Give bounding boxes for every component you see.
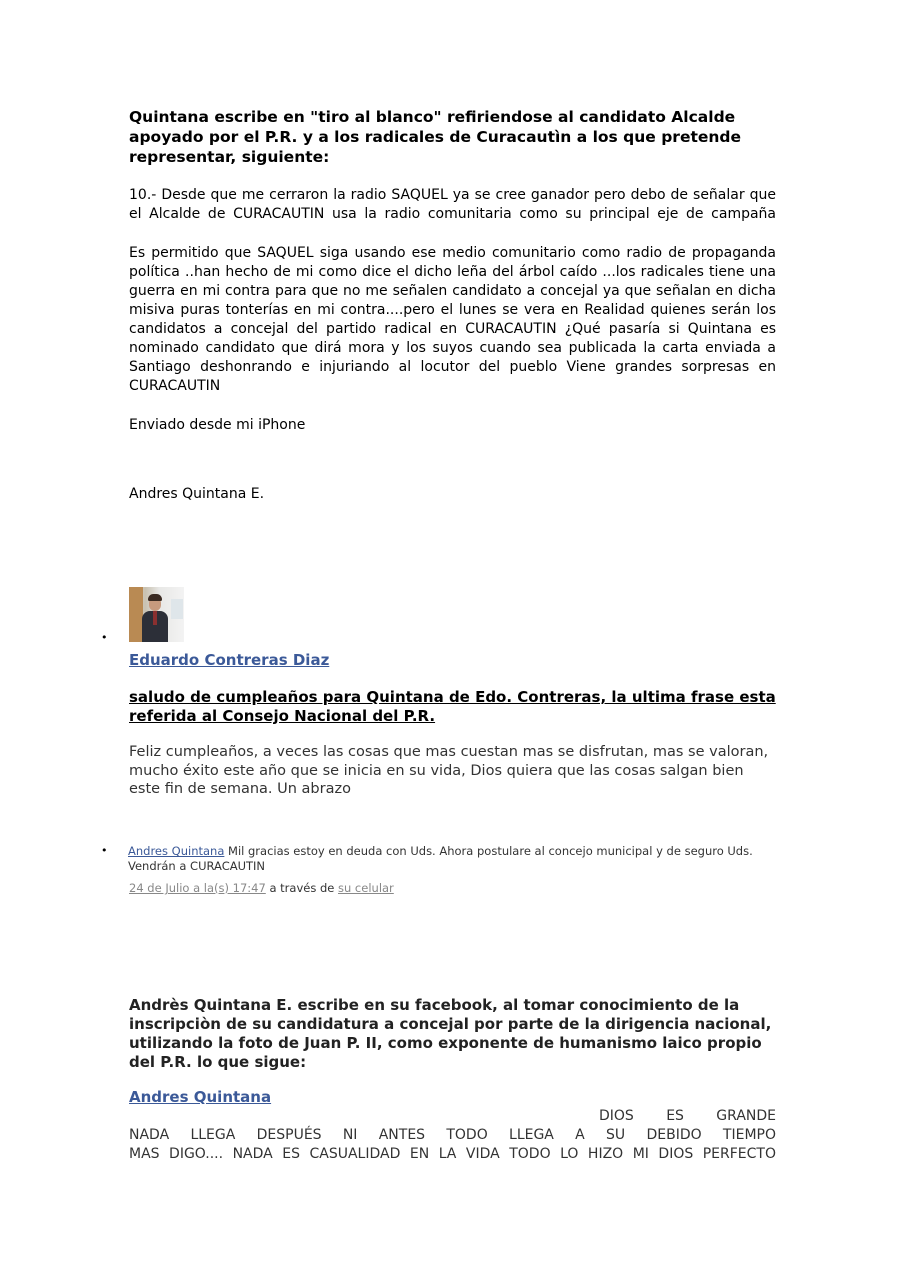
avatar[interactable] <box>129 587 184 642</box>
post-body: Feliz cumpleaños, a veces las cosas que mas cuestan mas se disfrutan, mas se valoran, mucho éxito este año que se inicia en su vida, Dios quiera que las cosas salgan bien este fin de semana. Un abrazo <box>129 744 769 797</box>
section-heading-tiro-al-blanco: Quintana escribe en "tiro al blanco" refiriendose al candidato Alcalde apoyado por el P.R. y a los radicales de Curacautìn a los que pretende representar, siguiente: <box>129 108 742 166</box>
post-title: saludo de cumpleaños para Quintana de Edo. Contreras, la ultima frase esta referida al Consejo Nacional del P.R. <box>129 688 776 725</box>
fb-post-text <box>129 1107 776 1164</box>
comment-device-link[interactable]: su celular <box>338 881 394 895</box>
sent-from-line: Enviado desde mi iPhone <box>129 417 306 433</box>
fb-author-link[interactable]: Andres Quintana <box>129 1088 272 1106</box>
section-heading-facebook: Andrès Quintana E. escribe en su facebook, al tomar conocimiento de la inscripciòn de su candidatura a concejal por parte de la dirigencia nacional, utilizando la foto de Juan P. II, como exponente de humanismo laico propio del P.R. lo que sigue: <box>129 996 772 1071</box>
fb-line-1: DIOS ES GRANDE <box>599 1108 776 1124</box>
fb-line-3: MAS DIGO.... NADA ES CASUALIDAD EN LA VIDA TODO LO HIZO MI DIOS PERFECTO <box>129 1146 776 1162</box>
comment-date-link[interactable]: 24 de Julio a la(s) 17:47 <box>129 881 266 895</box>
comment <box>128 844 776 874</box>
document-page <box>101 0 776 1280</box>
post-author-link[interactable]: Eduardo Contreras Diaz <box>129 651 330 669</box>
comment-meta <box>129 881 776 895</box>
fb-line-2: NADA LLEGA DESPUÉS NI ANTES TODO LLEGA A SU DEBIDO TIEMPO <box>129 1127 776 1143</box>
quote-paragraph-2: Es permitido que SAQUEL siga usando ese medio comunitario como radio de propaganda política ..han hecho de mi como dice el dicho leña del árbol caído ...los radicales tiene una guerra en mi contra para que no me señalen candidato a concejal ya que señalan en dicha misiva puras tonterías en mi contra....pero el lunes se vera en Realidad quienes serán los candidatos a concejal del partido radical en CURACAUTIN ¿Qué pasaría si Quintana es nominado candidato que dirá mora y los suyos cuando sea publicada la carta enviada a Santiago deshonrando e injuriando al locutor del pueblo Viene grandes sorpresas en CURACAUTIN <box>129 245 776 394</box>
comment-via: a través de <box>265 881 338 895</box>
signature: Andres Quintana E. <box>129 486 265 502</box>
quote-paragraph-1: 10.- Desde que me cerraron la radio SAQUEL ya se cree ganador pero debo de señalar que el Alcalde de CURACAUTIN usa la radio comunitaria como su principal eje de campaña <box>129 187 776 222</box>
post-bullet: • <box>101 631 108 644</box>
comment-author-link[interactable]: Andres Quintana <box>128 844 225 858</box>
comment-bullet: • <box>101 844 108 857</box>
comment-text: Mil gracias estoy en deuda con Uds. Ahora postulare al concejo municipal y de seguro Uds. Vendrán a CURACAUTIN <box>128 844 753 873</box>
